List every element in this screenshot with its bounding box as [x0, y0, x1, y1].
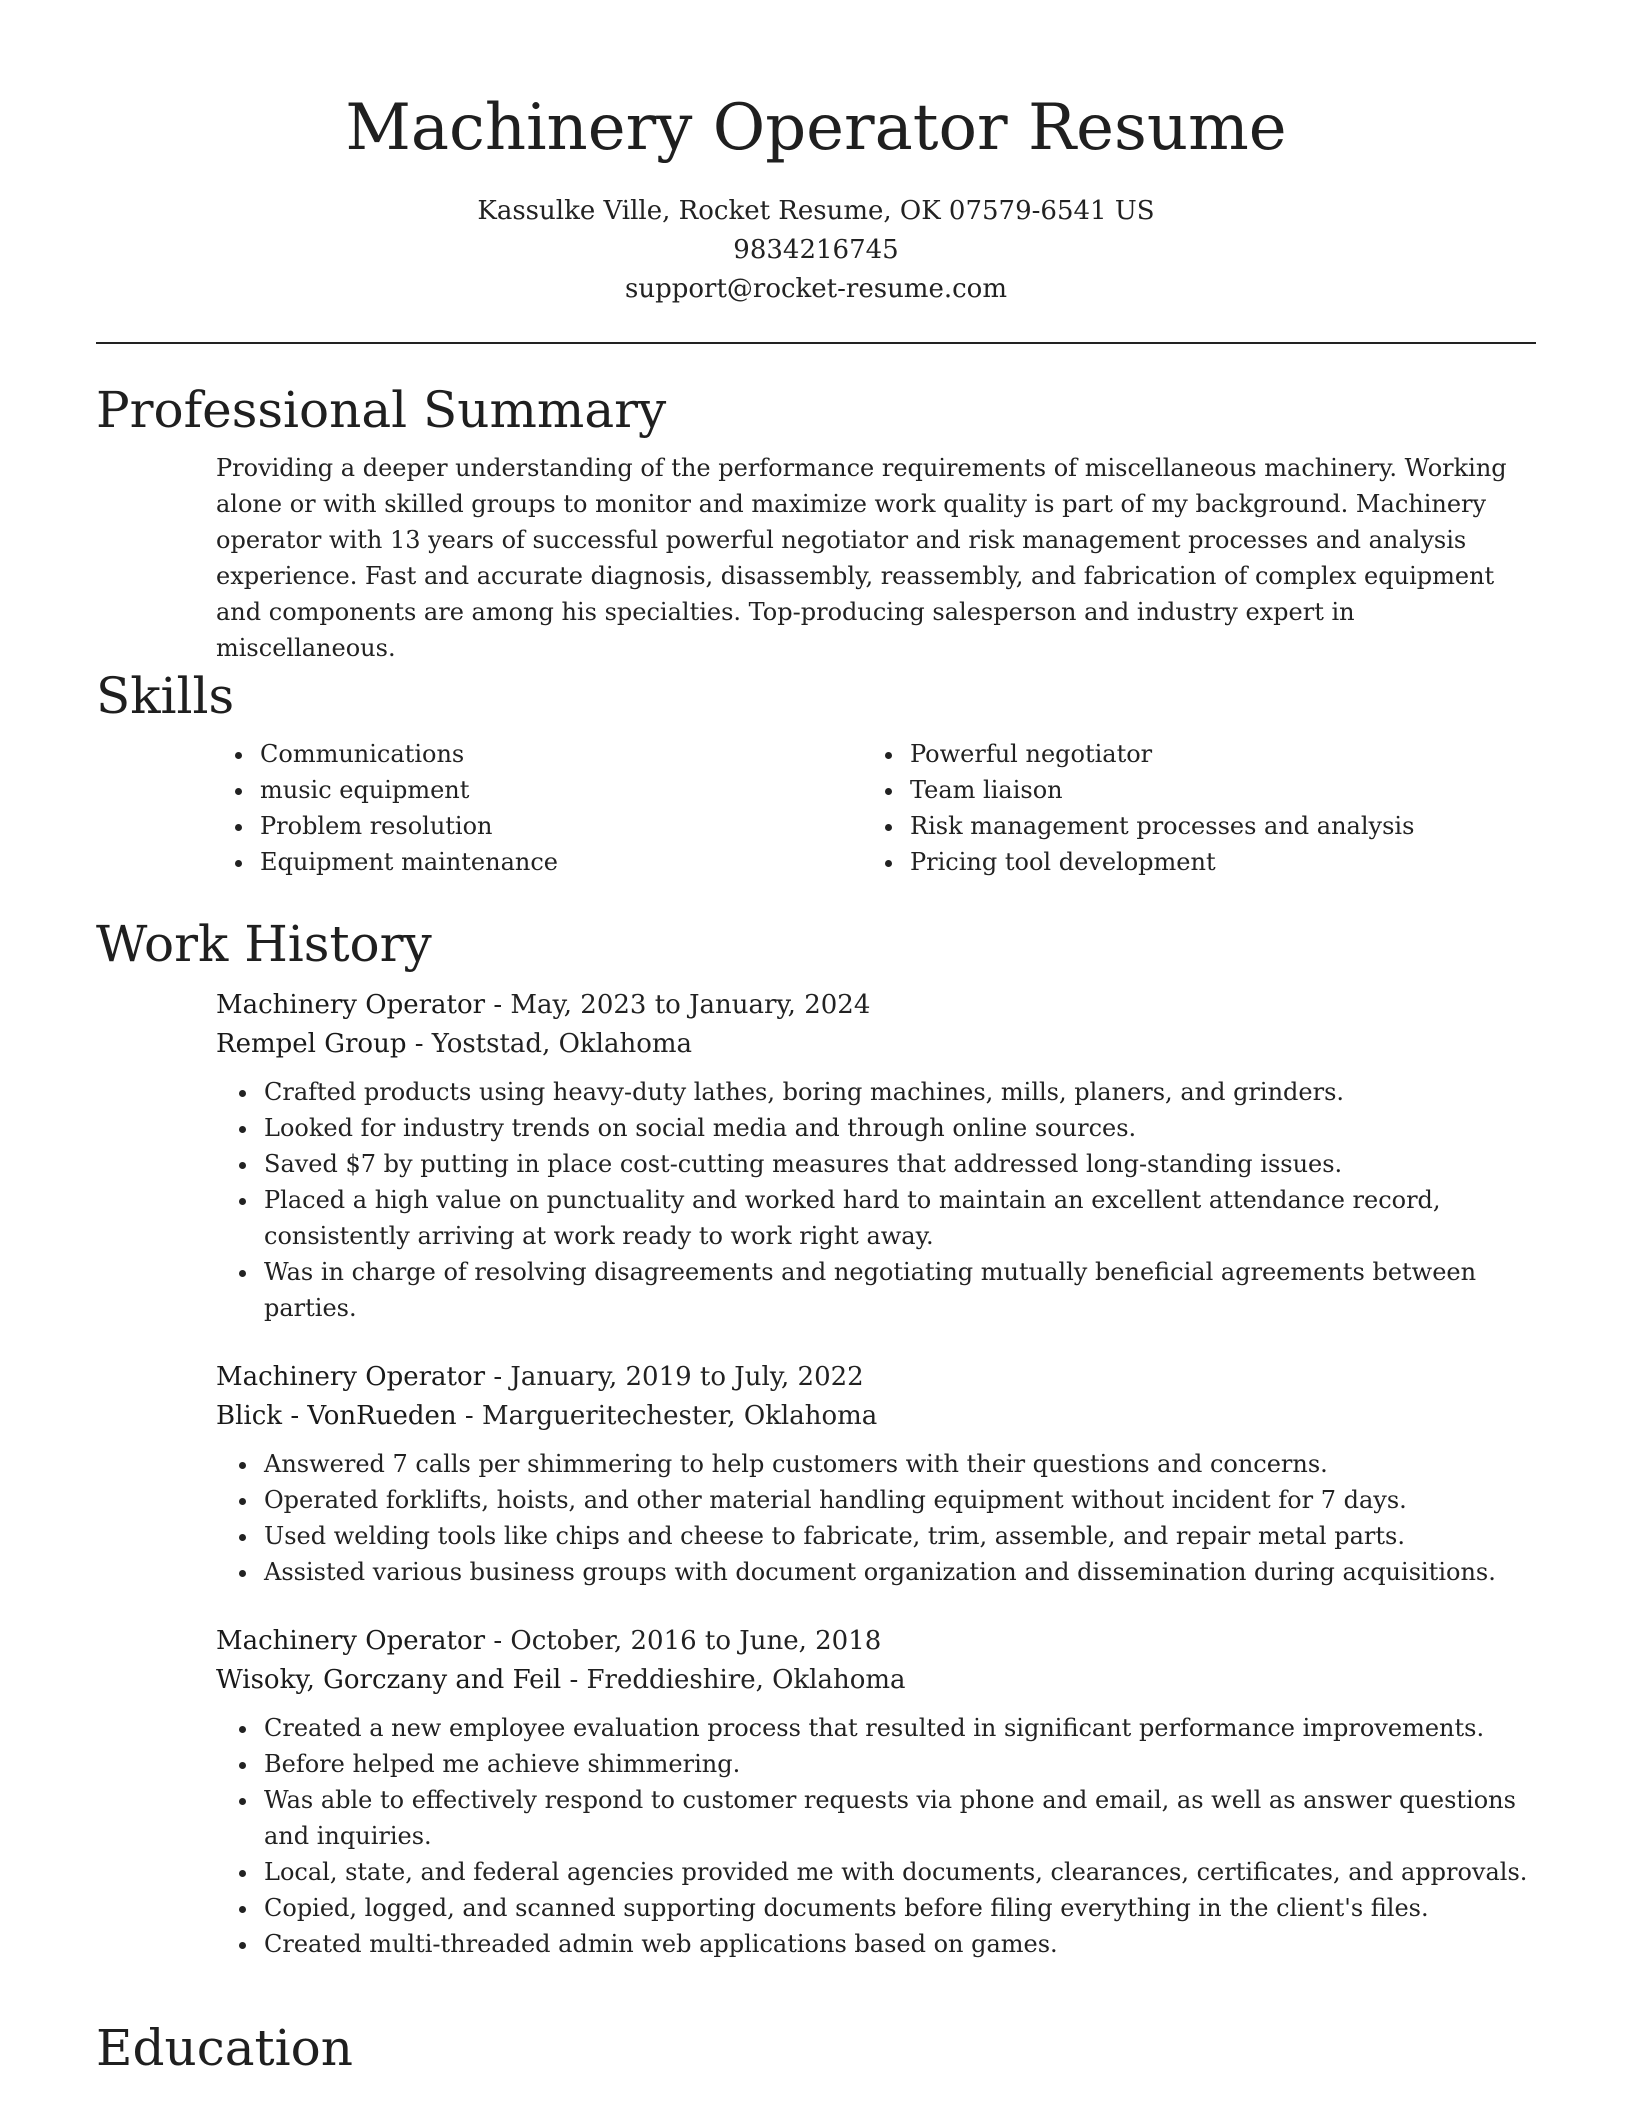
skill-item: • music equipment [256, 772, 866, 808]
job-bullet: • Created multi-threaded admin web applications based on games. [260, 1926, 1536, 1962]
job-entry [216, 986, 1536, 1326]
job-bullet: • Crafted products using heavy-duty lathes, boring machines, mills, planers, and grinders. [260, 1074, 1536, 1110]
summary-title: Professional Summary [96, 381, 667, 439]
job-dates: - October, 2016 to June, 2018 [485, 1626, 882, 1656]
job-company: Rempel Group [216, 1029, 407, 1059]
job-bullets [216, 1446, 1536, 1590]
job-bullets [216, 1710, 1536, 1962]
skills-section [96, 664, 1536, 880]
job-location: - Freddieshire, Oklahoma [561, 1665, 906, 1695]
job-role: Machinery Operator [216, 990, 486, 1020]
job-bullet: • Used welding tools like chips and cheese to fabricate, trim, assemble, and repair metal parts. [260, 1518, 1536, 1554]
job-company: Wisoky, Gorczany and Feil [216, 1665, 562, 1695]
skill-item: • Pricing tool development [906, 844, 1516, 880]
work-history-title: Work History [96, 915, 432, 973]
job-bullet: • Was in charge of resolving disagreements and negotiating mutually beneficial agreements between parties. [260, 1254, 1536, 1326]
skills-columns [216, 736, 1536, 880]
skill-item: • Powerful negotiator [906, 736, 1516, 772]
job-bullet: • Placed a high value on punctuality and worked hard to maintain an excellent attendance record, consistently arriving at work ready to work right away. [260, 1182, 1536, 1254]
summary-section [96, 378, 1536, 666]
job-title-line [216, 986, 1536, 1025]
job-role: Machinery Operator [216, 1362, 486, 1392]
job-entry [216, 1622, 1536, 1962]
job-bullet: • Local, state, and federal agencies provided me with documents, clearances, certificates, and approvals. [260, 1854, 1536, 1890]
skills-title: Skills [96, 667, 235, 725]
header-divider [96, 342, 1536, 344]
job-location: - Margueritechester, Oklahoma [456, 1401, 878, 1431]
job-entry [216, 1358, 1536, 1590]
skill-item: • Equipment maintenance [256, 844, 866, 880]
job-role: Machinery Operator [216, 1626, 486, 1656]
education-title: Education [96, 2019, 353, 2077]
education-section [96, 2016, 1536, 2080]
resume-header [0, 0, 1632, 309]
job-bullet: • Assisted various business groups with document organization and dissemination during acquisitions. [260, 1554, 1536, 1590]
job-title-line [216, 1622, 1536, 1661]
job-bullet: • Was able to effectively respond to customer requests via phone and email, as well as answer questions and inquiries. [260, 1782, 1536, 1854]
skills-list-right [866, 736, 1516, 880]
contact-block [0, 192, 1632, 309]
job-company: Blick - VonRueden [216, 1401, 457, 1431]
skill-item: • Team liaison [906, 772, 1516, 808]
job-company-line [216, 1397, 1536, 1436]
skill-item: • Problem resolution [256, 808, 866, 844]
summary-text: Providing a deeper understanding of the performance requirements of miscellaneous machinery. Working alone or with skilled groups to monitor and maximize work quality is part of my background. Machinery operator with 13 years of successful powerful negotiator and risk management processes and analysis experience. Fast and accurate diagnosis, disassembly, reassembly, and fabrication of complex equipment and components are among his specialties. Top-producing salesperson and industry expert in miscellaneous. [216, 454, 1507, 662]
job-title-line [216, 1358, 1536, 1397]
job-bullet: • Operated forklifts, hoists, and other material handling equipment without incident for 7 days. [260, 1482, 1536, 1518]
work-history-section [96, 912, 1536, 1962]
job-location: - Yoststad, Oklahoma [406, 1029, 693, 1059]
job-bullet: • Looked for industry trends on social media and through online sources. [260, 1110, 1536, 1146]
contact-email: support@rocket-resume.com [624, 274, 1007, 304]
job-dates: - January, 2019 to July, 2022 [485, 1362, 864, 1392]
contact-phone: 9834216745 [733, 235, 899, 265]
job-bullets [216, 1074, 1536, 1326]
job-bullet: • Answered 7 calls per shimmering to help customers with their questions and concerns. [260, 1446, 1536, 1482]
skills-list-left [216, 736, 866, 880]
job-bullet: • Before helped me achieve shimmering. [260, 1746, 1536, 1782]
job-bullet: • Created a new employee evaluation process that resulted in significant performance improvements. [260, 1710, 1536, 1746]
skill-item: • Communications [256, 736, 866, 772]
job-bullet: • Copied, logged, and scanned supporting documents before filing everything in the client's files. [260, 1890, 1536, 1926]
skill-item: • Risk management processes and analysis [906, 808, 1516, 844]
contact-address: Kassulke Ville, Rocket Resume, OK 07579-6541 US [477, 196, 1155, 226]
job-company-line [216, 1661, 1536, 1700]
job-dates: - May, 2023 to January, 2024 [485, 990, 871, 1020]
resume-title: Machinery Operator Resume [345, 91, 1287, 165]
job-company-line [216, 1025, 1536, 1064]
job-bullet: • Saved $7 by putting in place cost-cutting measures that addressed long-standing issues. [260, 1146, 1536, 1182]
